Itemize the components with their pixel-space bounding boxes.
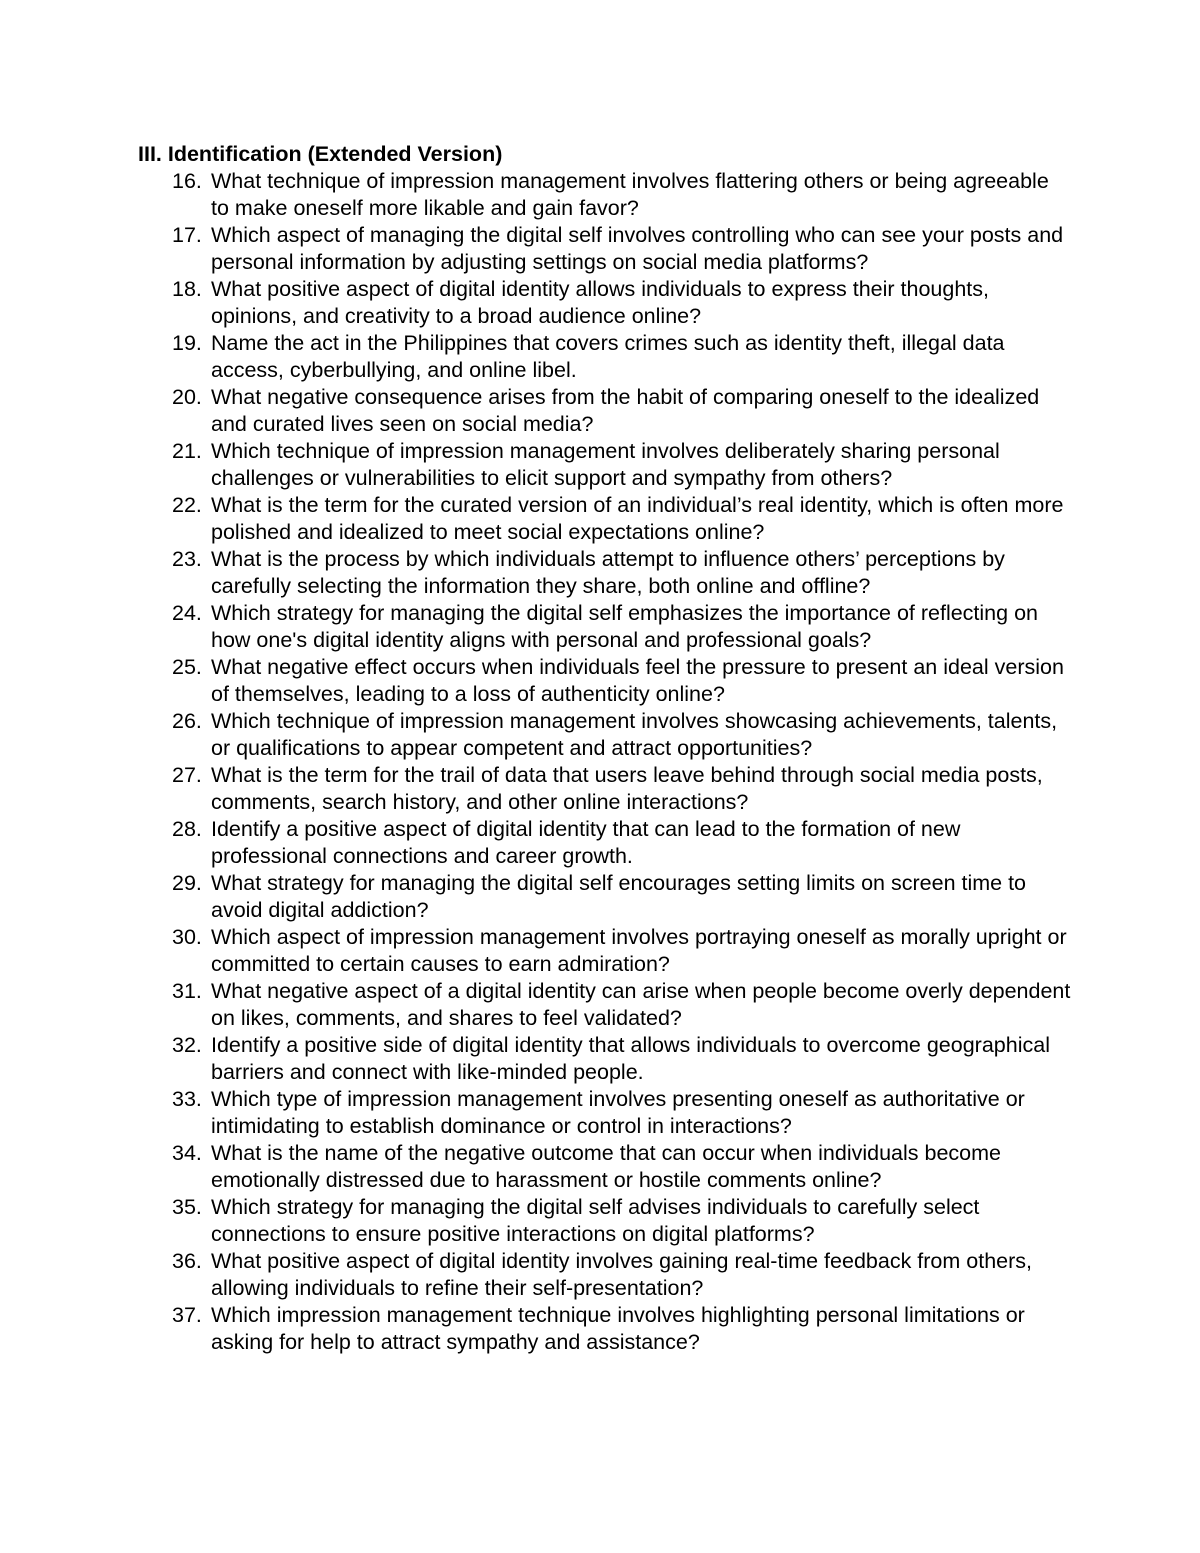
question-item xyxy=(172,438,1072,492)
question-item xyxy=(172,168,1072,222)
question-text: Identify a positive aspect of digital identity that can lead to the formation of new professional connections and career growth. xyxy=(211,817,961,868)
question-text: What technique of impression management involves flattering others or being agreeable to make oneself more likable and gain favor? xyxy=(211,169,1049,220)
question-text: What positive aspect of digital identity allows individuals to express their thoughts, opinions, and creativity to a broad audience online? xyxy=(211,277,989,328)
question-text: What strategy for managing the digital self encourages setting limits on screen time to avoid digital addiction? xyxy=(211,871,1027,922)
question-text: Which strategy for managing the digital self emphasizes the importance of reflecting on how one's digital identity aligns with personal and professional goals? xyxy=(211,601,1038,652)
question-item xyxy=(172,762,1072,816)
question-number: 16. xyxy=(172,169,202,193)
question-number: 33. xyxy=(172,1087,202,1111)
question-number: 34. xyxy=(172,1141,202,1165)
question-text: Identify a positive side of digital identity that allows individuals to overcome geographical barriers and connect with like-minded people. xyxy=(211,1033,1050,1084)
question-number: 30. xyxy=(172,925,202,949)
question-text: What is the term for the curated version of an individual’s real identity, which is often more polished and idealized to meet social expectations online? xyxy=(211,493,1064,544)
question-text: What is the name of the negative outcome that can occur when individuals become emotionally distressed due to harassment or hostile comments online? xyxy=(211,1141,1001,1192)
question-item xyxy=(172,546,1072,600)
question-item xyxy=(172,870,1072,924)
question-item xyxy=(172,1248,1072,1302)
question-item xyxy=(172,1194,1072,1248)
question-text: What negative effect occurs when individuals feel the pressure to present an ideal version of themselves, leading to a loss of authenticity online? xyxy=(211,655,1064,706)
question-item xyxy=(172,1140,1072,1194)
question-number: 37. xyxy=(172,1303,202,1327)
question-text: Which aspect of impression management involves portraying oneself as morally upright or committed to certain causes to earn admiration? xyxy=(211,925,1067,976)
question-text: What negative aspect of a digital identity can arise when people become overly dependent on likes, comments, and shares to feel validated? xyxy=(211,979,1071,1030)
question-list xyxy=(172,168,1072,1356)
question-text: Which technique of impression management involves showcasing achievements, talents, or qualifications to appear competent and attract opportunities? xyxy=(211,709,1058,760)
question-text: Which technique of impression management involves deliberately sharing personal challenges or vulnerabilities to elicit support and sympathy from others? xyxy=(211,439,1000,490)
question-item xyxy=(172,492,1072,546)
question-number: 28. xyxy=(172,817,202,841)
question-item xyxy=(172,708,1072,762)
question-number: 32. xyxy=(172,1033,202,1057)
question-text: Which type of impression management involves presenting oneself as authoritative or intimidating to establish dominance or control in interactions? xyxy=(211,1087,1025,1138)
question-item xyxy=(172,1086,1072,1140)
question-text: What is the process by which individuals attempt to influence others’ perceptions by carefully selecting the information they share, both online and offline? xyxy=(211,547,1005,598)
question-number: 18. xyxy=(172,277,202,301)
question-text: Which aspect of managing the digital self involves controlling who can see your posts and personal information by adjusting settings on social media platforms? xyxy=(211,223,1064,274)
question-number: 27. xyxy=(172,763,202,787)
question-item xyxy=(172,222,1072,276)
question-number: 29. xyxy=(172,871,202,895)
question-number: 22. xyxy=(172,493,202,517)
question-number: 26. xyxy=(172,709,202,733)
question-item xyxy=(172,384,1072,438)
question-item xyxy=(172,924,1072,978)
question-number: 24. xyxy=(172,601,202,625)
question-text: What positive aspect of digital identity involves gaining real-time feedback from others, allowing individuals to refine their self-presentation? xyxy=(211,1249,1032,1300)
question-text: What negative consequence arises from the habit of comparing oneself to the idealized and curated lives seen on social media? xyxy=(211,385,1040,436)
question-item xyxy=(172,1302,1072,1356)
question-number: 19. xyxy=(172,331,202,355)
question-number: 31. xyxy=(172,979,202,1003)
question-item xyxy=(172,600,1072,654)
question-item xyxy=(172,330,1072,384)
question-text: What is the term for the trail of data that users leave behind through social media posts, comments, search history, and other online interactions? xyxy=(211,763,1043,814)
question-number: 36. xyxy=(172,1249,202,1273)
question-number: 21. xyxy=(172,439,202,463)
question-text: Which strategy for managing the digital self advises individuals to carefully select connections to ensure positive interactions on digital platforms? xyxy=(211,1195,980,1246)
question-item xyxy=(172,978,1072,1032)
question-item xyxy=(172,276,1072,330)
question-number: 25. xyxy=(172,655,202,679)
question-number: 35. xyxy=(172,1195,202,1219)
question-number: 23. xyxy=(172,547,202,571)
question-text: Which impression management technique involves highlighting personal limitations or asking for help to attract sympathy and assistance? xyxy=(211,1303,1025,1354)
question-text: Name the act in the Philippines that covers crimes such as identity theft, illegal data access, cyberbullying, and online libel. xyxy=(211,331,1005,382)
question-item xyxy=(172,654,1072,708)
question-number: 17. xyxy=(172,223,202,247)
question-item xyxy=(172,816,1072,870)
question-number: 20. xyxy=(172,385,202,409)
section-title: III. Identification (Extended Version) xyxy=(138,142,503,166)
question-item xyxy=(172,1032,1072,1086)
